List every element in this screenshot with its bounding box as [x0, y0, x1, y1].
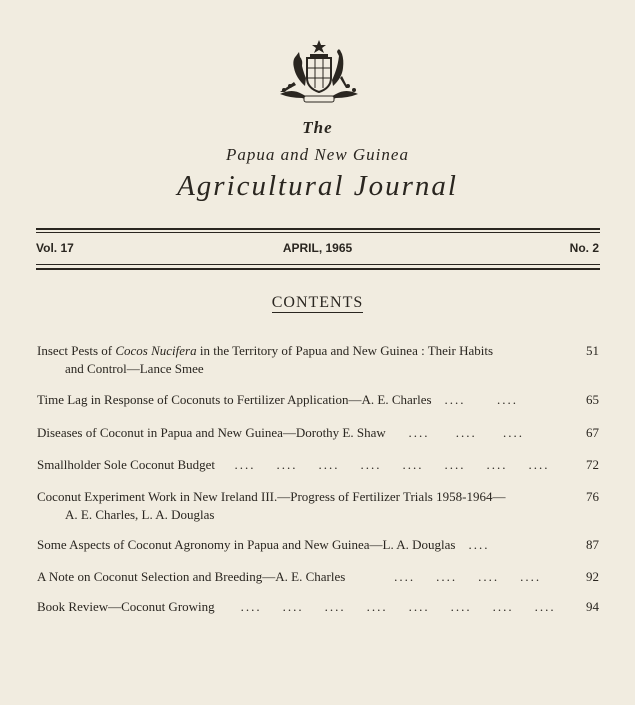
- contents-heading-text: CONTENTS: [271, 294, 364, 311]
- entry-leader-dots: .... .... ....: [408, 425, 525, 440]
- contents-entry: [37, 342, 599, 378]
- entry-leader-dots: ....: [468, 537, 490, 552]
- entry-title-continued: and Control—Lance Smee: [65, 361, 204, 376]
- entry-page: 51: [586, 343, 599, 358]
- entry-title: A Note on Coconut Selection and Breeding—A. E. Charles: [37, 569, 346, 584]
- entry-page: 67: [586, 425, 599, 440]
- bottom-rule-thin: [36, 264, 600, 265]
- masthead-the: The: [302, 118, 333, 137]
- contents-entry: [37, 568, 599, 586]
- top-rule: [36, 228, 600, 230]
- entry-title: Diseases of Coconut in Papua and New Guinea—Dorothy E. Shaw: [37, 425, 386, 440]
- top-rule-thin: [36, 232, 600, 233]
- issue-date: APRIL, 1965: [282, 241, 353, 255]
- entry-page: 92: [586, 569, 599, 584]
- volume-label: Vol. 17: [36, 241, 74, 255]
- entry-title: Coconut Experiment Work in New Ireland III.—Progress of Fertilizer Trials 1958-1964—: [37, 489, 506, 504]
- entry-page: 72: [586, 457, 599, 472]
- entry-page: 87: [586, 537, 599, 552]
- entry-page: 76: [586, 489, 599, 504]
- entry-title: Some Aspects of Coconut Agronomy in Papua and New Guinea—L. A. Douglas: [37, 537, 456, 552]
- entry-title: Book Review—Coconut Growing: [37, 599, 215, 614]
- entry-page: 65: [586, 392, 599, 407]
- masthead-region: Papua and New Guinea: [226, 145, 409, 164]
- entry-title: Time Lag in Response of Coconuts to Fertilizer Application—A. E. Charles: [37, 392, 432, 407]
- entry-leader-dots: .... .... .... .... .... .... .... ....: [240, 599, 556, 614]
- entry-title-italic: Cocos Nucifera: [115, 343, 197, 358]
- entry-title: Smallholder Sole Coconut Budget: [37, 457, 216, 472]
- coat-of-arms-emblem: [272, 38, 366, 104]
- contents-entry: [37, 424, 599, 442]
- journal-title: Agricultural Journal: [177, 170, 458, 202]
- entry-leader-dots: .... .... .... .... .... .... .... ....: [234, 457, 550, 472]
- entry-title: Insect Pests of: [37, 343, 116, 358]
- entry-leader-dots: .... ....: [444, 392, 519, 407]
- contents-entry: [37, 456, 599, 474]
- entry-title-rest: in the Territory of Papua and New Guinea : Their Habits: [196, 343, 494, 358]
- issue-number: No. 2: [569, 241, 599, 255]
- contents-entry: [37, 536, 599, 554]
- entry-title-continued: A. E. Charles, L. A. Douglas: [65, 507, 215, 522]
- entry-leader-dots: .... .... .... ....: [394, 569, 542, 584]
- bottom-rule: [36, 268, 600, 270]
- contents-entry: [37, 488, 599, 524]
- contents-entry: [37, 391, 599, 409]
- contents-entry: [37, 598, 599, 616]
- contents-heading: [0, 294, 635, 312]
- entry-page: 94: [586, 599, 599, 614]
